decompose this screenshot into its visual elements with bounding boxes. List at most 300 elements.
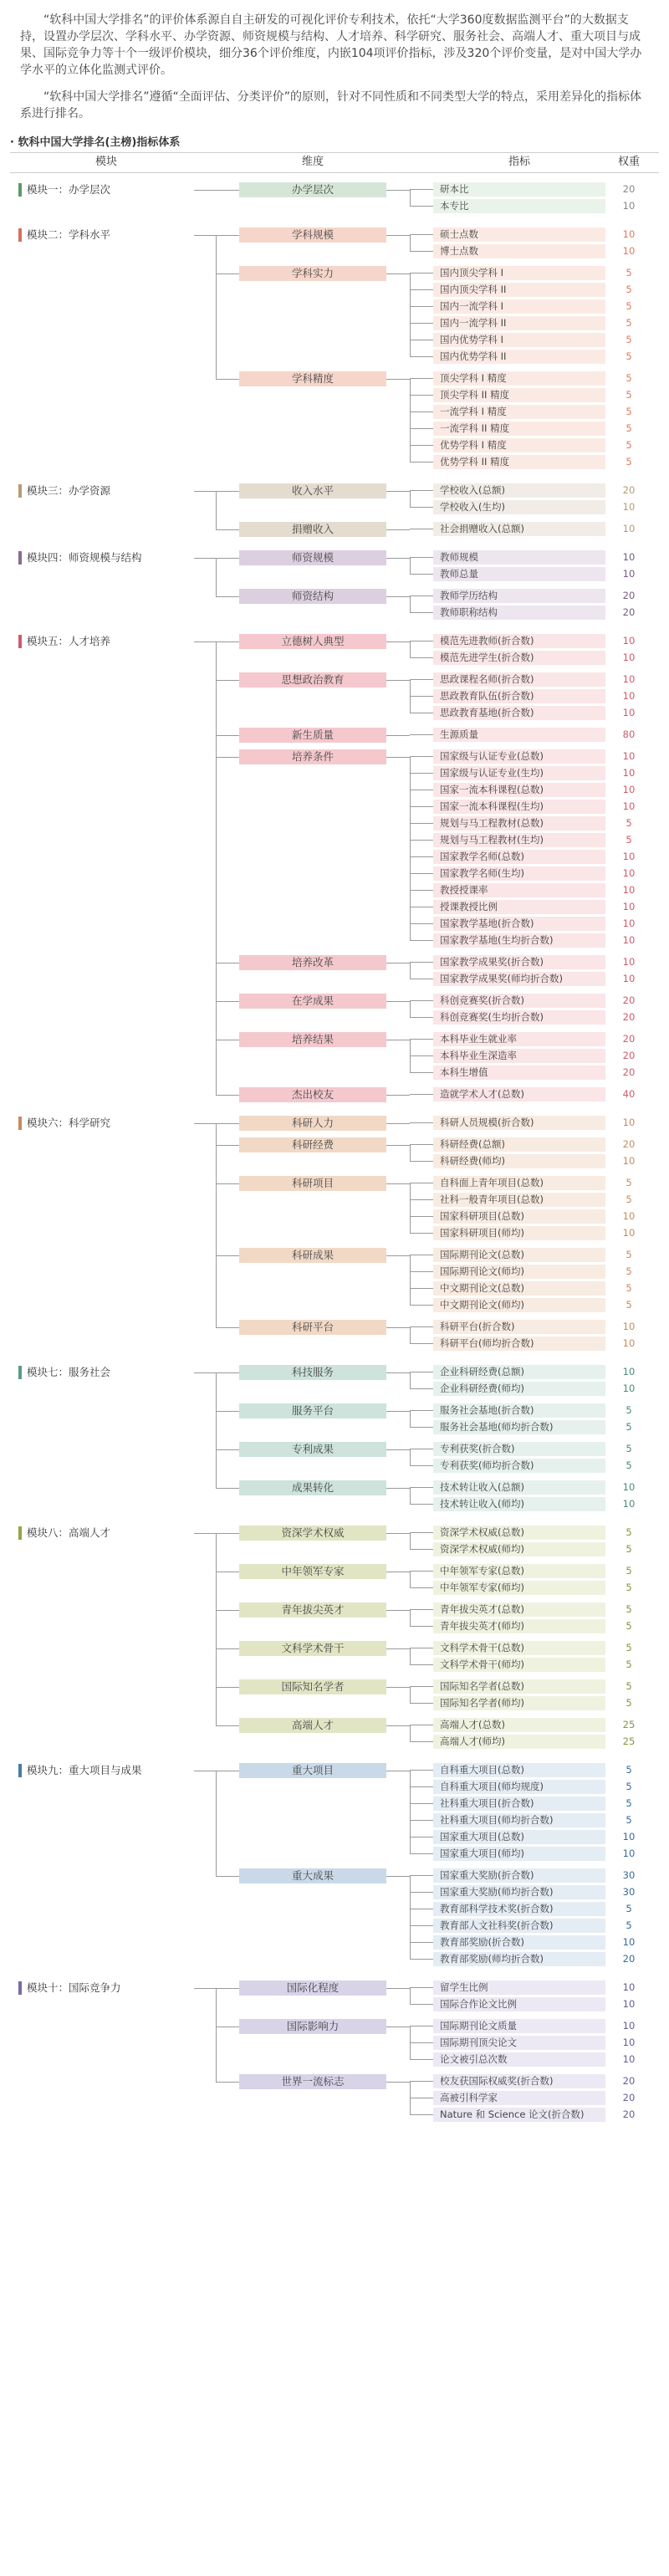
indicator-weight: 5 (626, 1193, 632, 1205)
indicator-item: 社科重大项目(折合数) (433, 1797, 605, 1811)
indicator-weight: 5 (626, 1443, 632, 1454)
indicator-item: 中年领军专家(总数) (433, 1564, 605, 1578)
module-label: 模块八：高端人才 (18, 1526, 110, 1541)
indicator-item: 国际期刊顶尖论文 (433, 2036, 605, 2050)
dimension-box: 国际化程度 (239, 1981, 386, 1996)
indicator-weight: 10 (622, 245, 636, 257)
connector-line (410, 1216, 433, 1217)
indicator-weight: 10 (622, 851, 636, 862)
connector-line (410, 490, 433, 491)
indicator-weight: 20 (622, 2075, 636, 2087)
indicator-item: 一流学科 II 精度 (433, 422, 605, 436)
indicator-item: 国内优势学科 II (433, 350, 605, 364)
indicator-item: 国家一流本科课程(总数) (433, 783, 605, 797)
indicator-weight: 10 (622, 800, 636, 812)
connector-line (410, 1725, 411, 1741)
connector-line (410, 251, 433, 252)
indicator-weight: 5 (626, 372, 632, 384)
connector-line (410, 1803, 433, 1804)
indicator-weight: 5 (626, 350, 632, 362)
indicator-weight: 10 (622, 1481, 636, 1493)
indicator-weight: 10 (622, 1383, 636, 1394)
indicator-weight: 10 (622, 1366, 636, 1377)
indicator-item: 教育部人文社科奖(折合数) (433, 1919, 605, 1933)
dimension-box: 国际影响力 (239, 2019, 386, 2034)
indicator-item: 社科一般青年项目(总数) (433, 1193, 605, 1207)
indicator-weight: 20 (622, 1050, 636, 1061)
connector-line (216, 1876, 239, 1877)
indicator-item: 教授授课率 (433, 883, 605, 897)
connector-line (216, 1687, 239, 1688)
indicator-weight: 10 (622, 501, 636, 513)
dimension-box: 科研平台 (239, 1320, 386, 1335)
connector-line (410, 1372, 411, 1388)
connector-line (410, 1017, 433, 1018)
connector-line (386, 757, 410, 758)
indicator-item: Nature 和 Science 论文(折合数) (433, 2108, 605, 2122)
connector-line (410, 1820, 433, 1821)
connector-line (410, 1488, 411, 1504)
indicator-item: 服务社会基地(折合数) (433, 1403, 605, 1418)
connector-line (410, 1145, 411, 1161)
connector-line (410, 428, 433, 429)
connector-line (410, 2042, 433, 2043)
indicator-weight: 10 (622, 2020, 636, 2032)
indicator-weight: 10 (622, 1848, 636, 1859)
indicator-item: 科研平台(折合数) (433, 1320, 605, 1334)
connector-line (410, 273, 411, 356)
indicator-item: 国家重大项目(师均) (433, 1847, 605, 1861)
connector-line (410, 1572, 411, 1587)
connector-line (410, 612, 433, 613)
indicator-weight: 80 (622, 728, 636, 740)
indicator-weight: 5 (626, 439, 632, 451)
indicator-item: 科创竞赛奖(生均折合数) (433, 1010, 605, 1025)
indicator-weight: 20 (622, 590, 636, 601)
indicator-weight: 25 (622, 1719, 636, 1730)
connector-line (410, 206, 433, 207)
indicator-weight: 10 (622, 1321, 636, 1332)
connector-line (386, 1488, 410, 1489)
indicator-item: 一流学科 I 精度 (433, 405, 605, 419)
indicator-item: 国家科研项目(总数) (433, 1209, 605, 1224)
indicator-weight: 10 (622, 956, 636, 968)
connector-line (410, 823, 433, 824)
indicator-weight: 10 (622, 1337, 636, 1349)
indicator-table (0, 152, 669, 2139)
connector-line (410, 491, 411, 507)
connector-line (410, 1411, 411, 1427)
connector-line (410, 1343, 433, 1344)
connector-line (410, 1427, 433, 1428)
dimension-box: 捐赠收入 (239, 522, 386, 537)
connector-line (386, 273, 410, 274)
indicator-item: 规划与马工程教材(总数) (433, 816, 605, 831)
dimension-box: 杰出校友 (239, 1087, 386, 1102)
connector-line (410, 923, 433, 924)
connector-line (386, 235, 410, 236)
indicator-item: 自科重大项目(师均规度) (433, 1780, 605, 1794)
module-label: 模块四：师资规模与结构 (18, 550, 142, 565)
indicator-weight: 10 (622, 917, 636, 929)
indicator-item: 国际期刊论文质量 (433, 2019, 605, 2033)
module-label: 模块五：人才培养 (18, 634, 110, 649)
connector-line (386, 1095, 410, 1096)
indicator-weight: 5 (626, 1177, 632, 1188)
dimension-box: 学科实力 (239, 266, 386, 281)
dimension-box: 培养改革 (239, 955, 386, 970)
intro-paragraph-2: “软科中国大学排名”遵循“全面评估、分类评价”的原则，针对不同性质和不同类型大学的特点，采用差异化的指标体系进行排名。 (20, 90, 642, 120)
indicator-item: 国家教学基地(生均折合数) (433, 933, 605, 948)
connector-line (386, 1449, 410, 1450)
indicator-weight: 10 (622, 784, 636, 795)
indicator-item: 国内一流学科 II (433, 316, 605, 330)
connector-line (386, 1123, 410, 1124)
indicator-weight: 10 (622, 568, 636, 580)
connector-line (216, 1095, 239, 1096)
indicator-weight: 10 (622, 767, 636, 779)
dimension-box: 师资规模 (239, 550, 386, 565)
indicator-weight: 30 (622, 1886, 636, 1898)
connector-line (410, 1609, 433, 1610)
connector-line (216, 379, 239, 380)
indicator-item: 规划与马工程教材(生均) (433, 833, 605, 847)
dimension-box: 科研成果 (239, 1248, 386, 1263)
indicator-weight: 10 (622, 635, 636, 647)
dimension-box: 专利成果 (239, 1442, 386, 1457)
dimension-box: 高端人才 (239, 1718, 386, 1733)
indicator-weight: 20 (622, 1066, 636, 1078)
indicator-item: 技术转让收入(总额) (433, 1480, 605, 1495)
indicator-weight: 10 (622, 1981, 636, 1993)
indicator-item: 优势学科 II 精度 (433, 455, 605, 469)
connector-line (410, 1410, 433, 1411)
indicator-weight: 5 (626, 317, 632, 329)
connector-line (410, 1533, 411, 1549)
indicator-item: 企业科研经费(师均) (433, 1382, 605, 1396)
connector-line (194, 190, 239, 191)
connector-line (386, 735, 410, 736)
indicator-weight: 20 (622, 1953, 636, 1965)
connector-line (216, 1449, 239, 1450)
indicator-weight: 5 (626, 389, 632, 401)
indicator-weight: 20 (622, 183, 636, 195)
connector-line (410, 679, 433, 680)
connector-line (410, 462, 433, 463)
connector-line (410, 596, 411, 612)
connector-line (410, 1549, 433, 1550)
connector-line (410, 1687, 411, 1703)
indicator-weight: 10 (622, 200, 636, 212)
connector-line (386, 1327, 410, 1328)
dimension-box: 培养结果 (239, 1032, 386, 1047)
connector-line (410, 2059, 433, 2060)
indicator-item: 国际知名学者(总数) (433, 1679, 605, 1694)
dimension-box: 青年拔尖英才 (239, 1602, 386, 1618)
connector-line (194, 1533, 239, 1534)
connector-line (216, 1001, 239, 1002)
indicator-weight: 5 (626, 1680, 632, 1692)
connector-line (216, 1488, 239, 1489)
connector-line (410, 1571, 433, 1572)
connector-line (410, 1288, 433, 1289)
connector-line (386, 1533, 410, 1534)
header-indicator: 指标 (508, 156, 530, 168)
indicator-item: 中文期刊论文(总数) (433, 1281, 605, 1296)
connector-line (410, 1326, 433, 1327)
indicator-weight: 5 (626, 1543, 632, 1555)
dimension-box: 学科精度 (239, 371, 386, 386)
indicator-item: 专利获奖(师均折合数) (433, 1459, 605, 1473)
indicator-item: 专利获奖(折合数) (433, 1442, 605, 1456)
indicator-item: 教育部科学技术奖(折合数) (433, 1902, 605, 1916)
intro-paragraph-1: “软科中国大学排名”的评价体系源自自主研发的可视化评价专利技术，依托“大学360度数据监测平台”的大数据支持，设置办学层次、学科水平、办学资源、师资规模与结构、人才培养、科学研究、服务社会、高端人才、重大项目与成果、国际竞争力等十个一级评价模块，细分36个评价维度，内嵌104项评价指标，涉及320个评价变量，是对中国大学办学水平的立体化监测式评价。 (20, 13, 642, 77)
indicator-weight: 5 (626, 284, 632, 295)
connector-line (216, 1725, 239, 1726)
indicator-weight: 10 (622, 673, 636, 685)
indicator-weight: 5 (626, 1565, 632, 1577)
indicator-item: 科研经费(总额) (433, 1137, 605, 1152)
dimension-box: 成果转化 (239, 1480, 386, 1495)
connector-line (386, 1725, 410, 1726)
connector-line (386, 596, 410, 597)
indicator-weight: 5 (626, 834, 632, 846)
connector-line (386, 1145, 410, 1146)
connector-line (410, 873, 433, 874)
connector-line (410, 1741, 433, 1742)
indicator-weight: 10 (622, 1117, 636, 1128)
connector-line (410, 1055, 433, 1056)
connector-line (386, 1255, 410, 1256)
connector-line (410, 1686, 433, 1687)
indicator-item: 社会捐赠收入(总额) (433, 522, 605, 536)
indicator-item: 顶尖学科 II 精度 (433, 388, 605, 402)
indicator-weight: 10 (622, 690, 636, 702)
connector-line (410, 395, 433, 396)
dimension-box: 思想政治教育 (239, 672, 386, 687)
indicator-weight: 10 (622, 1227, 636, 1239)
indicator-item: 教师职称结构 (433, 606, 605, 620)
indicator-item: 学校收入(总额) (433, 483, 605, 498)
indicator-item: 博士点数 (433, 244, 605, 258)
header-module: 模块 (94, 156, 117, 168)
connector-line (410, 657, 433, 658)
indicator-weight: 20 (622, 2108, 636, 2120)
indicator-item: 高被引科学家 (433, 2091, 605, 2105)
indicator-item: 国际合作论文比例 (433, 1997, 605, 2011)
connector-line (410, 2004, 433, 2005)
indicator-weight: 10 (622, 750, 636, 762)
connector-line (410, 323, 433, 324)
indicator-item: 国家教学成果奖(折合数) (433, 955, 605, 969)
connector-line (216, 1648, 239, 1649)
connector-line (194, 1372, 239, 1373)
dimension-box: 文科学术骨干 (239, 1641, 386, 1656)
connector-line (194, 235, 239, 236)
connector-line (194, 491, 239, 492)
connector-line (194, 1988, 239, 1989)
connector-line (216, 1123, 217, 1327)
indicator-weight: 5 (626, 334, 632, 345)
connector-line (410, 1648, 411, 1664)
connector-line (410, 356, 433, 357)
connector-line (410, 1449, 411, 1465)
indicator-item: 国内优势学科 I (433, 333, 605, 347)
connector-line (410, 445, 433, 446)
indicator-item: 教师总量 (433, 567, 605, 581)
indicator-weight: 5 (626, 1797, 632, 1809)
connector-line (410, 234, 433, 235)
indicator-weight: 10 (622, 1155, 636, 1167)
connector-line (410, 595, 433, 596)
dimension-box: 科研项目 (239, 1176, 386, 1191)
connector-line (410, 641, 411, 657)
connector-line (410, 1233, 433, 1234)
indicator-item: 资深学术权威(总数) (433, 1526, 605, 1540)
connector-line (410, 1072, 433, 1073)
module-label: 模块三：办学资源 (18, 483, 110, 498)
connector-line (216, 1327, 239, 1328)
indicator-item: 科研人员规模(折合数) (433, 1116, 605, 1130)
indicator-item: 文科学术骨干(总数) (433, 1641, 605, 1655)
indicator-weight: 10 (622, 901, 636, 912)
connector-line (410, 1959, 433, 1960)
indicator-weight: 5 (626, 267, 632, 279)
connector-line (410, 1039, 433, 1040)
connector-line (194, 558, 239, 559)
connector-line (410, 962, 433, 963)
connector-line (410, 1875, 433, 1876)
indicator-item: 本科生增值 (433, 1066, 605, 1080)
module-label: 模块一：办学层次 (18, 182, 110, 197)
indicator-item: 国内顶尖学科 I (433, 266, 605, 280)
indicator-weight: 10 (622, 2053, 636, 2065)
connector-line (410, 1504, 433, 1505)
indicator-weight: 20 (622, 1138, 636, 1150)
connector-line (410, 1587, 433, 1588)
connector-line (410, 1942, 433, 1943)
indicator-weight: 5 (626, 300, 632, 312)
dimension-box: 在学成果 (239, 994, 386, 1009)
indicator-item: 国家一流本科课程(生均) (433, 800, 605, 814)
indicator-item: 国际期刊论文(师均) (433, 1265, 605, 1279)
dimension-box: 重大成果 (239, 1868, 386, 1883)
module-label: 模块十：国际竞争力 (18, 1981, 121, 1996)
dimension-box: 新生质量 (239, 728, 386, 743)
connector-line (410, 558, 411, 574)
indicator-item: 思政教育队伍(折合数) (433, 689, 605, 703)
connector-line (410, 696, 433, 697)
connector-line (410, 1001, 411, 1017)
indicator-item: 教师规模 (433, 550, 605, 565)
connector-line (410, 1305, 433, 1306)
indicator-weight: 5 (626, 1814, 632, 1826)
dimension-box: 办学层次 (239, 182, 386, 197)
connector-line (216, 596, 239, 597)
indicator-item: 青年拔尖英才(总数) (433, 1602, 605, 1617)
indicator-weight: 10 (622, 707, 636, 718)
indicator-weight: 10 (622, 652, 636, 663)
connector-line (216, 529, 239, 530)
indicator-item: 文科学术骨干(师均) (433, 1658, 605, 1672)
connector-line (410, 1770, 433, 1771)
connector-line (386, 1001, 410, 1002)
connector-line (410, 1988, 411, 2004)
indicator-item: 中年领军专家(师均) (433, 1581, 605, 1595)
indicator-item: 青年拔尖英才(师均) (433, 1619, 605, 1633)
indicator-weight: 10 (622, 934, 636, 946)
indicator-item: 论文被引总次数 (433, 2052, 605, 2067)
indicator-item: 资深学术权威(师均) (433, 1542, 605, 1556)
indicator-item: 企业科研经费(总额) (433, 1365, 605, 1379)
connector-line (410, 1465, 433, 1466)
indicator-item: 国家教学名师(生均) (433, 866, 605, 881)
indicator-weight: 5 (626, 1404, 632, 1416)
module-label: 模块九：重大项目与成果 (18, 1763, 142, 1778)
indicator-weight: 5 (626, 1421, 632, 1433)
indicator-weight: 10 (622, 2037, 636, 2048)
indicator-item: 硕士点数 (433, 227, 605, 242)
indicator-weight: 30 (622, 1869, 636, 1881)
module-label: 模块七：服务社会 (18, 1365, 110, 1380)
connector-line (194, 1123, 239, 1124)
connector-line (410, 235, 411, 251)
dimension-box: 科技服务 (239, 1365, 386, 1380)
indicator-item: 顶尖学科 I 精度 (433, 371, 605, 386)
connector-line (386, 1876, 410, 1877)
dimension-box: 科研经费 (239, 1137, 386, 1153)
connector-line (216, 1183, 239, 1184)
connector-line (386, 379, 410, 380)
connector-line (410, 840, 433, 841)
connector-line (216, 1255, 239, 1256)
dimension-box: 收入水平 (239, 483, 386, 498)
indicator-weight: 5 (626, 1642, 632, 1653)
indicator-weight: 5 (626, 1903, 632, 1914)
indicator-item: 自科面上青年项目(总数) (433, 1176, 605, 1190)
connector-line (410, 1199, 433, 1200)
connector-line (216, 558, 217, 596)
connector-line (386, 529, 410, 530)
connector-line (410, 856, 433, 857)
connector-line (410, 1487, 433, 1488)
connector-line (410, 1144, 433, 1145)
connector-line (410, 963, 411, 979)
dimension-box: 师资结构 (239, 589, 386, 604)
connector-line (410, 1094, 433, 1095)
connector-line (410, 1610, 411, 1626)
connector-line (410, 289, 433, 290)
dimension-box: 中年领军专家 (239, 1564, 386, 1579)
connector-line (386, 1411, 410, 1412)
connector-line (216, 1145, 239, 1146)
connector-line (216, 1610, 239, 1611)
indicator-item: 造就学术人才(总数) (433, 1087, 605, 1101)
indicator-weight: 10 (622, 973, 636, 984)
connector-line (386, 1183, 410, 1184)
connector-line (410, 379, 411, 462)
connector-line (410, 757, 411, 940)
indicator-item: 国际期刊论文(总数) (433, 1248, 605, 1262)
connector-line (410, 1271, 433, 1272)
connector-line (410, 1626, 433, 1627)
indicator-item: 教师学历结构 (433, 589, 605, 603)
connector-line (216, 757, 239, 758)
connector-line (410, 2114, 433, 2115)
connector-line (410, 734, 433, 735)
indicator-weight: 10 (622, 551, 636, 563)
connector-line (386, 2082, 410, 2083)
